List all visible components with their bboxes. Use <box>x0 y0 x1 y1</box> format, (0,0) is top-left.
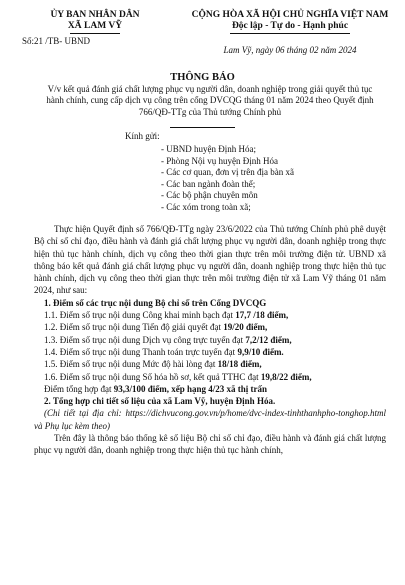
score-item-label: 1.2. Điểm số trục nội dung Tiến độ giải quyết đạt <box>44 322 224 333</box>
recipient-item: - Các bộ phận chuyên môn <box>161 190 258 200</box>
score-item-label: 1.4. Điểm số trục nội dung Thanh toán trực tuyến đạt <box>44 346 238 357</box>
recipient-item: - Các ban ngành đoàn thể; <box>161 178 256 189</box>
commune-name: XÃ LAM VỸ <box>67 21 123 31</box>
total-score <box>34 383 386 395</box>
total-score-value: 93,3/100 điểm, xếp hạng 4/23 xã thị trấn <box>113 383 268 394</box>
section-2-heading: 2. Tổng hợp chi tiết số liệu của xã Lam Vỹ, huyện Định Hóa. <box>44 396 276 407</box>
score-item-label: 1.1. Điểm số trục nội dung Công khai minh bạch đạt <box>44 310 236 321</box>
score-item-value: 17,7 /18 điểm, <box>235 310 289 321</box>
motto-underline <box>230 33 350 34</box>
agency-name: ỦY BAN NHÂN DÂN <box>50 10 140 20</box>
document-number: Số:21 /TB- UBND <box>22 36 91 46</box>
score-item-value: 19/20 điểm, <box>223 322 268 333</box>
section-1-heading: 1. Điểm số các trục nội dung Bộ chỉ số trên Cổng DVCQG <box>44 297 267 308</box>
detail-link[interactable]: (Chi tiết tại địa chỉ: https://dichvucong.gov.vn/p/home/dvc-index-tinhthanhpho-tonghop.html <box>44 408 386 419</box>
recipient-item: - Phòng Nội vụ huyện Định Hóa <box>161 155 278 166</box>
score-item <box>34 309 386 321</box>
intro-paragraph: Thực hiện Quyết định số 766/QĐ-TTg ngày 23/6/2022 của Thủ tướng Chính phủ phê duyệt Bộ chỉ số chỉ đạo, điều hành và đánh giá chất lượng phục vụ người dân, doanh nghiệp trong thực hiện thủ tục hành chính, dịch vụ công theo thời gian thực trên môi trường điện tử. UBND xã thông báo kết quả đánh giá chất lượng phục vụ người dân, doanh nghiệp trong thực hiện thủ tục hành chính, dịch vụ công theo thời gian thực trên môi trường điện tử xã Lam Vỹ tháng 01 năm 2024, như sau: <box>34 224 386 296</box>
score-item-value: 7,2/12 điểm, <box>245 334 292 345</box>
score-item-value: 18/18 điểm, <box>217 359 262 370</box>
subject-underline <box>170 127 235 128</box>
motto: Độc lập - Tự do - Hạnh phúc <box>231 21 349 31</box>
score-item-label: 1.6. Điểm số trục nội dung Số hóa hồ sơ, kết quả TTHC đạt <box>44 371 261 382</box>
score-item-label: 1.5. Điểm số trục nội dung Mức độ hài lòng đạt <box>44 359 218 370</box>
score-item <box>34 321 386 333</box>
document-body <box>34 223 386 457</box>
detail-note-tail: và Phụ lục kèm theo) <box>34 420 110 431</box>
score-item <box>34 346 386 358</box>
score-item-value: 9,9/10 điểm. <box>237 346 284 357</box>
recipient-item: - Các xóm trong toàn xã; <box>161 201 251 212</box>
recipients-label: Kính gửi: <box>125 131 160 141</box>
closing-paragraph: Trên đây là thông báo thống kê số liệu Bộ chỉ số chỉ đạo, điều hành và đánh giá chất lượng phục vụ người dân, doanh nghiệp trong thực hiện thủ tục hành chính, <box>34 433 386 456</box>
document-title: THÔNG BÁO <box>170 72 235 83</box>
issuing-agency-block <box>20 10 170 46</box>
total-score-label: Điểm tổng hợp đạt <box>44 383 114 394</box>
country-name: CỘNG HÒA XÃ HỘI CHỦ NGHĨA VIỆT NAM <box>191 10 389 20</box>
recipient-item: - Các cơ quan, đơn vị trên địa bàn xã <box>161 167 294 177</box>
document-date: Lam Vỹ, ngày 06 tháng 02 năm 2024 <box>223 45 357 55</box>
score-item-label: 1.3. Điểm số trục nội dung Dịch vụ công trực tuyến đạt <box>44 334 246 345</box>
detail-note <box>34 407 386 432</box>
score-item <box>34 334 386 346</box>
agency-underline <box>70 33 120 34</box>
score-item <box>34 371 386 383</box>
score-item-value: 19,8/22 điểm, <box>260 371 312 382</box>
document-subject: V/v kết quả đánh giá chất lượng phục vụ người dân, doanh nghiệp trong giải quyết thủ tục hành chính, cung cấp dịch vụ công trên cổng DVCQG tháng 01 năm 2024 theo Quyết định 766/QĐ-TTg của Thủ tướng Chính phủ <box>46 84 374 117</box>
score-item <box>34 358 386 370</box>
national-motto-block <box>185 10 395 55</box>
recipients-list <box>161 144 294 213</box>
recipient-item: - UBND huyện Định Hóa; <box>161 144 256 154</box>
